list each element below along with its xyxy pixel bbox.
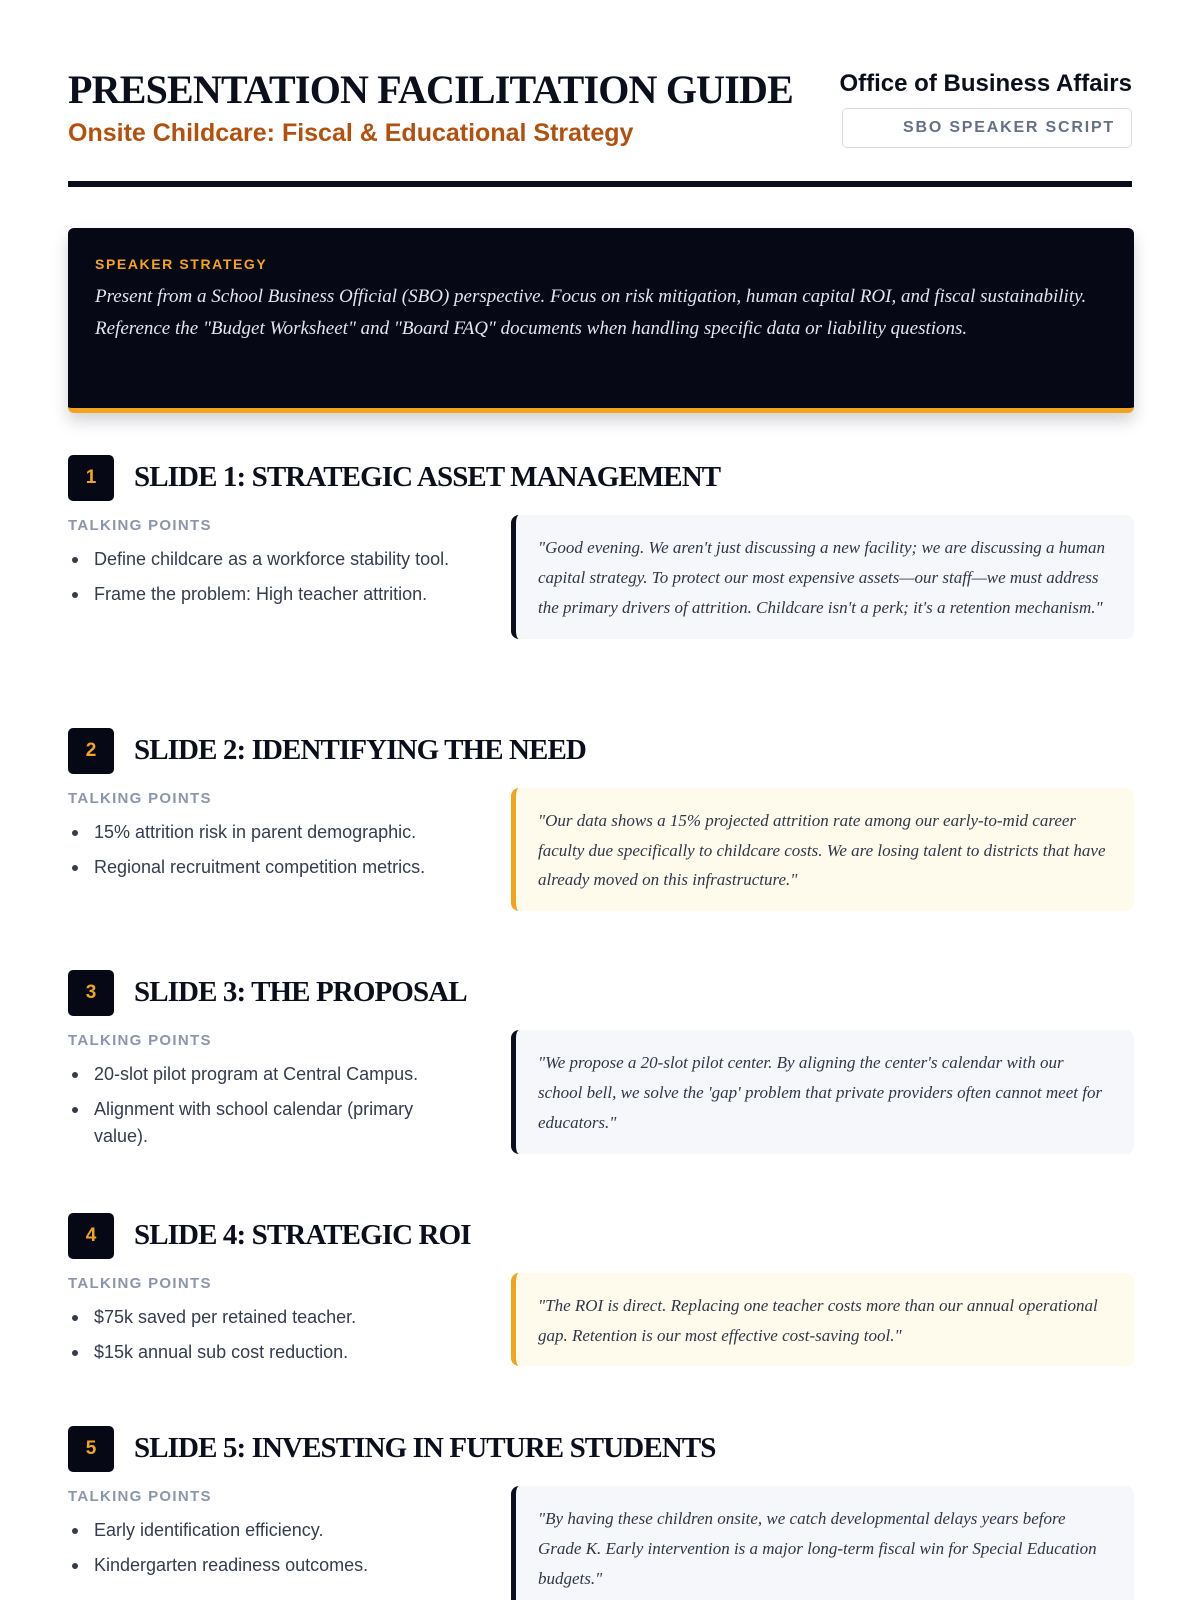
slide-number-badge: 2 <box>68 728 114 774</box>
slide-header <box>68 970 1134 1018</box>
slide-title: SLIDE 3: THE PROPOSAL <box>134 976 467 1008</box>
speaker-strategy-text: Present from a School Business Official (SBO) perspective. Focus on risk mitigation, human capital ROI, and fiscal sustainability. Reference the "Budget Worksheet" and "Board FAQ" documents when handling specific data or liability questions. <box>95 286 1087 339</box>
slide-title: SLIDE 1: STRATEGIC ASSET MANAGEMENT <box>134 461 721 493</box>
slide-number-badge: 3 <box>68 970 114 1016</box>
speaker-script-badge: SBO SPEAKER SCRIPT <box>842 108 1132 148</box>
talking-points-list <box>68 1517 468 1579</box>
talking-point: Alignment with school calendar (primary value). <box>68 1096 468 1150</box>
speaker-quote: "By having these children onsite, we catch developmental delays years before Grade K. Early intervention is a major long-term fiscal win for Special Education budgets." <box>511 1486 1134 1600</box>
talking-point: 15% attrition risk in parent demographic. <box>68 819 468 846</box>
slide-section-1 <box>68 455 1134 617</box>
slide-number-badge: 1 <box>68 455 114 501</box>
document-subtitle: Onsite Childcare: Fiscal & Educational Strategy <box>68 119 634 147</box>
header-divider <box>68 181 1132 187</box>
speaker-quote: "The ROI is direct. Replacing one teacher costs more than our annual operational gap. Retention is our most effective cost-saving tool." <box>511 1273 1134 1366</box>
speaker-strategy-box <box>68 228 1134 413</box>
slide-section-3 <box>68 970 1134 1146</box>
slide-header <box>68 1213 1134 1261</box>
slide-section-4 <box>68 1213 1134 1362</box>
talking-point: $15k annual sub cost reduction. <box>68 1339 468 1366</box>
talking-points-label: TALKING POINTS <box>68 790 212 807</box>
talking-point: $75k saved per retained teacher. <box>68 1304 468 1331</box>
talking-points-label: TALKING POINTS <box>68 517 212 534</box>
slide-number-badge: 5 <box>68 1426 114 1472</box>
talking-points <box>68 517 468 616</box>
slide-number-badge: 4 <box>68 1213 114 1259</box>
talking-point: Regional recruitment competition metrics. <box>68 854 468 881</box>
speaker-quote: "We propose a 20-slot pilot center. By aligning the center's calendar with our school bell, we solve the 'gap' problem that private providers often cannot meet for educators." <box>511 1030 1134 1154</box>
talking-points-label: TALKING POINTS <box>68 1032 212 1049</box>
talking-points <box>68 1488 468 1587</box>
talking-points <box>68 790 468 889</box>
slide-header <box>68 728 1134 776</box>
talking-points <box>68 1032 468 1158</box>
slide-title: SLIDE 2: IDENTIFYING THE NEED <box>134 734 586 766</box>
slide-section-2 <box>68 728 1134 889</box>
speaker-quote: "Good evening. We aren't just discussing a new facility; we are discussing a human capital strategy. To protect our most expensive assets—our staff—we must address the primary drivers of attrition. Childcare isn't a perk; it's a retention mechanism." <box>511 515 1134 639</box>
document-title: PRESENTATION FACILITATION GUIDE <box>68 67 793 112</box>
slide-title: SLIDE 5: INVESTING IN FUTURE STUDENTS <box>134 1432 716 1464</box>
talking-points-list <box>68 1304 468 1366</box>
slide-title: SLIDE 4: STRATEGIC ROI <box>134 1219 471 1251</box>
talking-points-label: TALKING POINTS <box>68 1488 212 1505</box>
talking-point: Define childcare as a workforce stability tool. <box>68 546 468 573</box>
talking-points-label: TALKING POINTS <box>68 1275 212 1292</box>
talking-points <box>68 1275 468 1374</box>
document-header <box>68 0 1132 186</box>
talking-points-list <box>68 546 468 608</box>
talking-point: Early identification efficiency. <box>68 1517 468 1544</box>
talking-points-list <box>68 1061 468 1150</box>
talking-point: Kindergarten readiness outcomes. <box>68 1552 468 1579</box>
talking-points-list <box>68 819 468 881</box>
talking-point: Frame the problem: High teacher attrition. <box>68 581 468 608</box>
speaker-quote: "Our data shows a 15% projected attrition rate among our early-to-mid career faculty due specifically to childcare costs. We are losing talent to districts that have already moved on this infrastructure." <box>511 788 1134 911</box>
slide-header <box>68 455 1134 503</box>
slide-section-5 <box>68 1426 1134 1588</box>
slide-header <box>68 1426 1134 1474</box>
talking-point: 20-slot pilot program at Central Campus. <box>68 1061 468 1088</box>
office-name: Office of Business Affairs <box>839 70 1132 97</box>
speaker-strategy-label: SPEAKER STRATEGY <box>95 256 268 272</box>
